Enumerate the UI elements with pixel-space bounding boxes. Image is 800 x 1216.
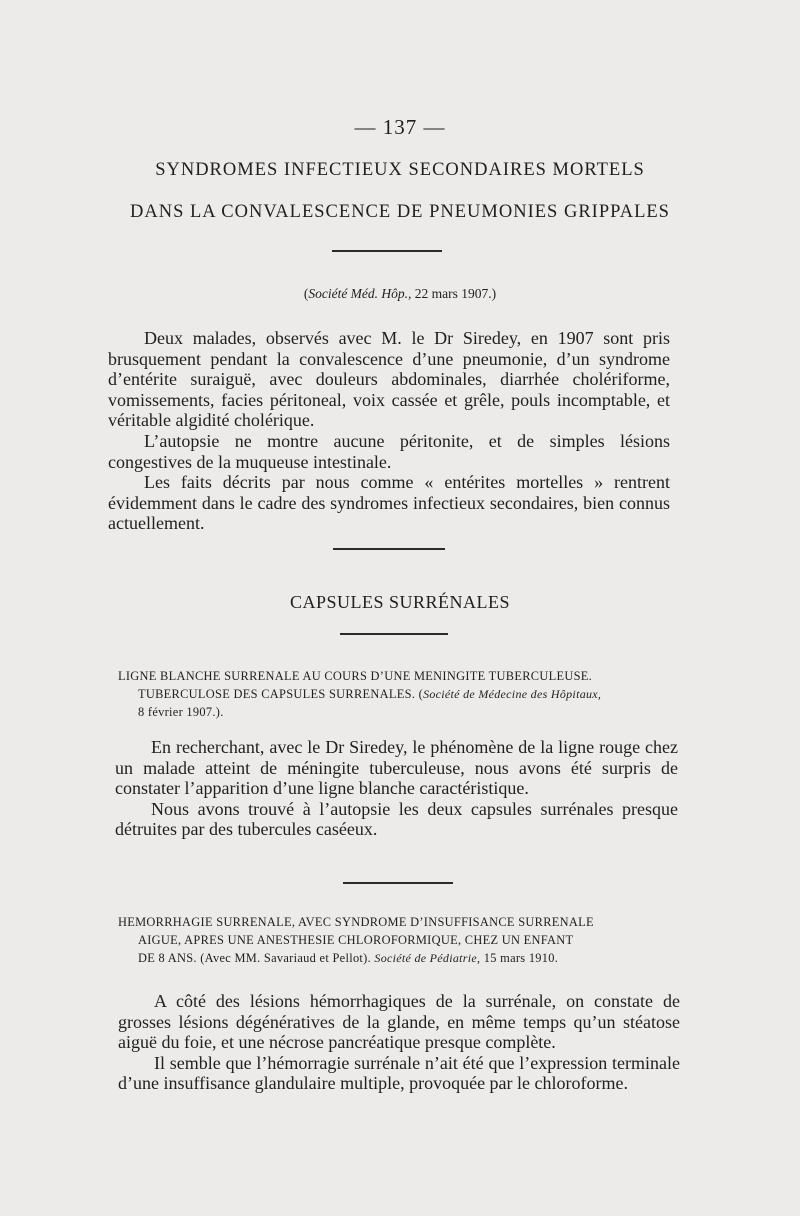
paragraph: Les faits décrits par nous comme « entérites mortelles » rentrent évidemment dans le cadre des syndromes infectieux secondaires, bien connus actuellement. xyxy=(108,472,670,534)
paragraph: En recherchant, avec le Dr Siredey, le phénomène de la ligne rouge chez un malade atteint de méningite tuberculeuse, nous avons été surpris de constater l’apparition d’une ligne blanche caractéristique. xyxy=(115,737,678,799)
paragraph: A côté des lésions hémorrhagiques de la surrénale, on constate de grosses lésions dégénératives de la glande, en même temps qu’un stéatose aiguë du foie, et une nécrose pancréatique presque complète. xyxy=(118,991,680,1053)
divider xyxy=(332,250,442,252)
section-heading: CAPSULES SURRÉNALES xyxy=(289,592,511,612)
reference-journal: Société de Médecine des Hôpitaux, xyxy=(423,687,602,701)
section1-body xyxy=(108,328,670,534)
paragraph: Deux malades, observés avec M. le Dr Siredey, en 1907 sont pris brusquement pendant la convalescence d’une pneumonie, d’un syndrome d’entérite suraiguë, avec douleurs abdominales, diarrhée cholériforme, vomissements, facies péritoneal, voix cassée et grêle, pouls incomptable, et véritable algidité cholérique. xyxy=(108,328,670,431)
section-title-line2: DANS LA CONVALESCENCE DE PNEUMONIES GRIPPALES xyxy=(130,202,670,222)
reference-block-1: LIGNE BLANCHE SURRENALE AU COURS D’UNE MENINGITE TUBERCULEUSE. TUBERCULOSE DES CAPSULES SURRENALES. (Société de Médecine des Hôpitaux, 8 février 1907.). xyxy=(118,669,602,719)
paragraph: Il semble que l’hémorragie surrénale n’ait été que l’expression terminale d’une insuffisance glandulaire multiple, provoquée par le chloroforme. xyxy=(118,1052,680,1094)
divider xyxy=(343,882,453,884)
paragraph: Nous avons trouvé à l’autopsie les deux capsules surrénales presque détruites par des tubercules caséeux. xyxy=(115,798,678,840)
divider xyxy=(333,548,445,550)
source-journal: Société Méd. Hôp., xyxy=(308,286,412,301)
section2-body-2 xyxy=(118,991,680,1094)
divider xyxy=(340,633,448,635)
reference-journal: Société de Pédiatrie, xyxy=(374,951,481,965)
reference-block-2: HEMORRHAGIE SURRENALE, AVEC SYNDROME D’INSUFFISANCE SURRENALE AIGUE, APRES UNE ANESTHESIE CHLOROFORMIQUE, CHEZ UN ENFANT DE 8 ANS. (Avec MM. Savariaud et Pellot). Société de Pédiatrie, 15 mars 1910. xyxy=(118,915,594,965)
source-date: 22 mars 1907.) xyxy=(411,286,497,301)
section-title-line1: SYNDROMES INFECTIEUX SECONDAIRES MORTELS xyxy=(155,160,645,180)
page-number: — 137 — xyxy=(354,115,446,139)
source-citation: (Société Méd. Hôp., 22 mars 1907.) xyxy=(303,286,497,301)
section2-body-1 xyxy=(115,737,678,840)
paragraph: L’autopsie ne montre aucune péritonite, et de simples lésions congestives de la muqueuse intestinale. xyxy=(108,430,670,472)
